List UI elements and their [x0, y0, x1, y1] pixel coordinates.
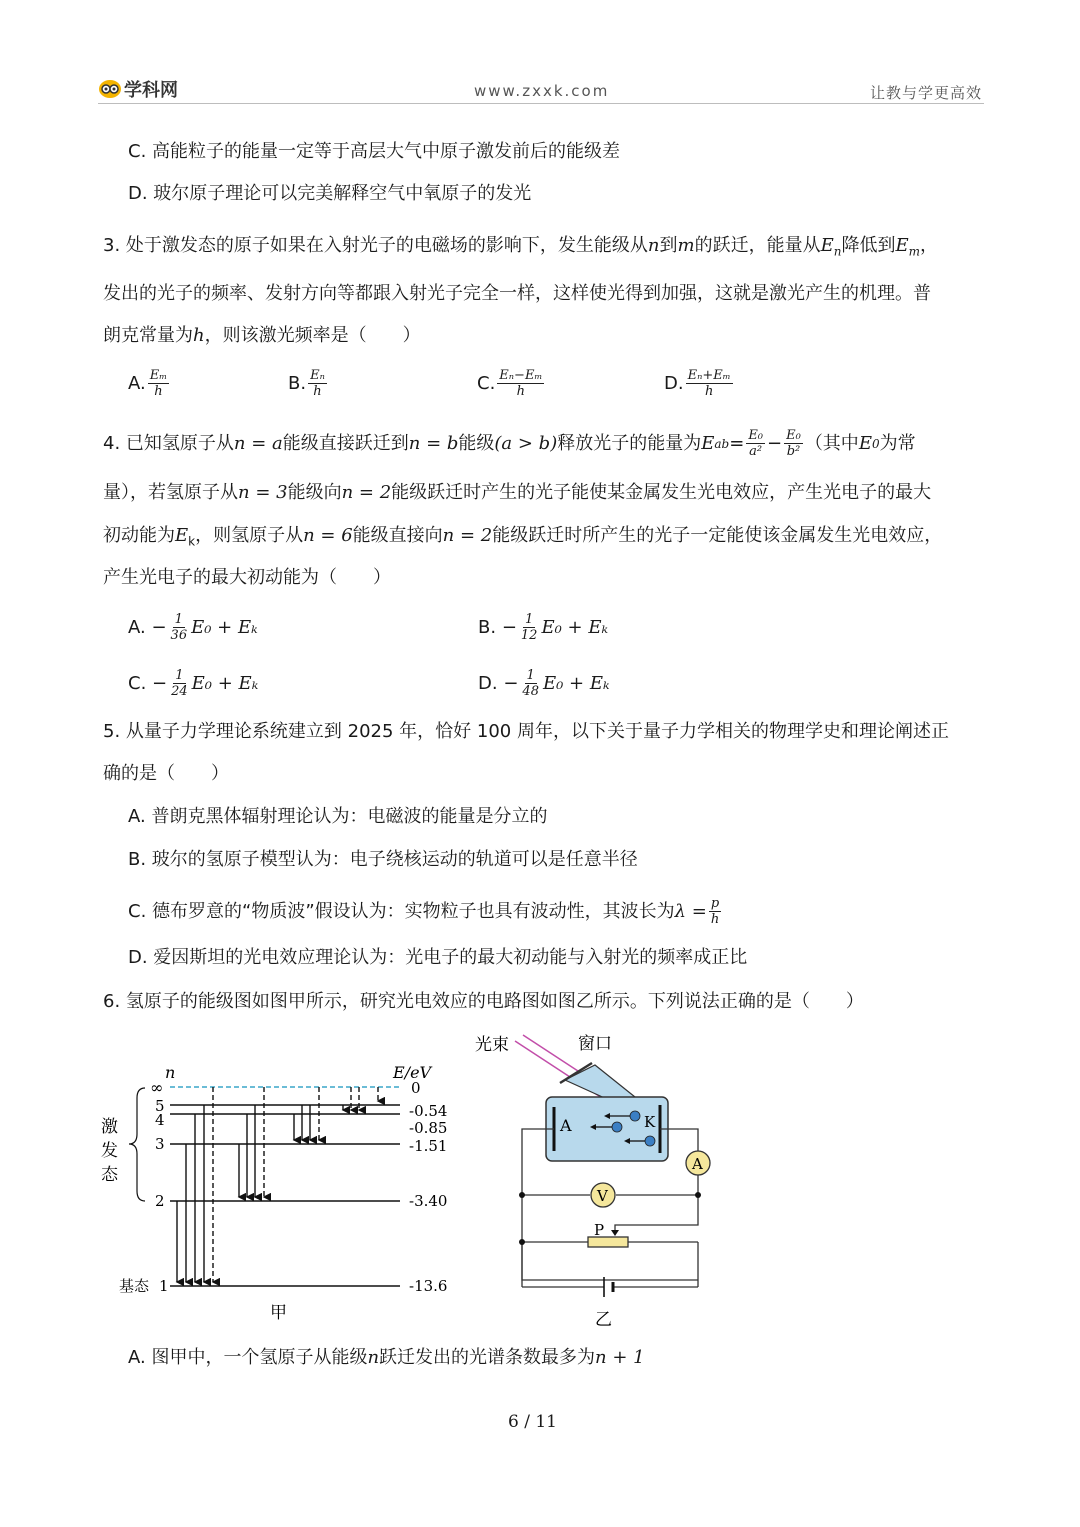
q3-option-d: D. $\frac{\text{Eₙ+Eₘ}}{h}$: [664, 368, 731, 399]
logo-owl-icon: [98, 79, 122, 99]
q5-line2: 确的是（ ）: [103, 763, 229, 784]
beam-label: 光束: [475, 1035, 509, 1055]
excited-char-2: 发: [101, 1141, 118, 1161]
level-1-n: 1: [159, 1277, 169, 1295]
q4-option-c: C. − $\frac{1}{24}$ E₀ + Eₖ: [128, 668, 259, 699]
window-label: 窗口: [578, 1034, 612, 1054]
caption-yi: 乙: [595, 1310, 612, 1330]
level-4-e: -0.85: [409, 1119, 448, 1137]
q5-option-d: D. 爱因斯坦的光电效应理论认为：光电子的最大初动能与入射光的频率成正比: [128, 947, 748, 968]
level-3-n: 3: [155, 1135, 165, 1153]
level-inf-e: 0: [411, 1079, 421, 1097]
ammeter-label: A: [692, 1155, 703, 1173]
excited-brace: [129, 1088, 145, 1201]
q2-option-d: D. 玻尔原子理论可以完美解释空气中氧原子的发光: [128, 183, 532, 204]
q3-line3: 朗克常量为h，则该激光频率是（ ）: [103, 325, 421, 346]
cathode-label: K: [644, 1113, 656, 1131]
n-axis-label: n: [165, 1063, 176, 1082]
q5-option-a: A. 普朗克黑体辐射理论认为：电磁波的能量是分立的: [128, 806, 548, 827]
q4-option-b: B. − $\frac{1}{12}$ E₀ + Eₖ: [478, 612, 609, 643]
q4-option-d: D. − $\frac{1}{48}$ E₀ + Eₖ: [478, 668, 610, 699]
excited-char-1: 激: [101, 1117, 118, 1137]
header-divider: [98, 103, 984, 104]
q4-option-a: A. − $\frac{1}{36}$ E₀ + Eₖ: [128, 612, 258, 643]
q5-option-b: B. 玻尔的氢原子模型认为：电子绕核运动的轨道可以是任意半径: [128, 849, 638, 870]
figure-yi-circuit: [470, 1025, 740, 1335]
rheostat-label: P: [594, 1221, 605, 1239]
q3-option-b: B. $\frac{\text{Eₙ}}{h}$: [288, 368, 325, 399]
q3-line1: 3. 处于激发态的原子如果在入射光子的电磁场的影响下，发生能级从n到m的跃迁，能量从$E_n$降低到$E_m$，: [103, 235, 938, 259]
anode-label: A: [560, 1116, 572, 1135]
page-number: 6 / 11: [508, 1412, 557, 1432]
excited-char-3: 态: [101, 1165, 118, 1185]
level-inf-n: ∞: [150, 1078, 164, 1097]
level-5-e: -0.54: [409, 1102, 448, 1120]
q3-option-a: A. $\frac{\text{Eₘ}}{h}$: [128, 368, 168, 399]
figure-jia-energy-levels: [95, 1060, 475, 1330]
level-5-n: 5: [155, 1097, 165, 1115]
voltmeter-label: V: [597, 1187, 608, 1205]
header-url: www.zxxk.com: [474, 82, 610, 100]
q4-line2: 量），若氢原子从n = 3能级向n = 2能级跃迁时产生的光子能使某金属发生光电效应，产生光电子的最大: [103, 482, 932, 503]
q5-line1: 5. 从量子力学理论系统建立到 2025 年，恰好 100 周年，以下关于量子力学相关的物理学史和理论阐述正: [103, 721, 949, 742]
q3-line2: 发出的光子的频率、发射方向等都跟入射光子完全一样，这样使光得到加强，这就是激光产生的机理。普: [103, 283, 931, 304]
header-slogan: 让教与学更高效: [870, 84, 983, 102]
q4-line3: 初动能为$E_k$，则氢原子从n = 6能级直接向n = 2能级跃迁时所产生的光子一定能使该金属发生光电效应，: [103, 525, 943, 549]
e-axis-label: E/eV: [393, 1063, 432, 1082]
level-4-n: 4: [155, 1111, 165, 1129]
q6-line1: 6. 氢原子的能级图如图甲所示，研究光电效应的电路图如图乙所示。下列说法正确的是（ ）: [103, 991, 864, 1012]
logo: [98, 76, 178, 102]
q6-option-a: A. 图甲中，一个氢原子从能级n跃迁发出的光谱条数最多为n + 1: [128, 1347, 645, 1368]
q4-line1: 4. 已知氢原子从 n = a 能级直接跃迁到 n = b 能级 (a > b) 释放光子的能量为 E ab = $\frac{\text{E₀}}{\text{a²}}$ − $\frac{\text{E₀}}{\text{b²}}$ （其中 E 0 为常: [103, 428, 916, 459]
q4-line4: 产生光电子的最大初动能为（ ）: [103, 567, 391, 588]
caption-jia: 甲: [270, 1303, 287, 1323]
level-1-e: -13.6: [409, 1277, 448, 1295]
q2-option-c: C. 高能粒子的能量一定等于高层大气中原子激发前后的能级差: [128, 141, 621, 162]
ground-label: 基态: [119, 1277, 150, 1295]
level-2-n: 2: [155, 1192, 165, 1210]
level-2-e: -3.40: [409, 1192, 448, 1210]
logo-text: 学科网: [124, 80, 178, 101]
q3-option-c: C. $\frac{\text{Eₙ−Eₘ}}{h}$: [477, 368, 543, 399]
level-3-e: -1.51: [409, 1137, 448, 1155]
q5-option-c: C. 德布罗意的“物质波”假设认为：实物粒子也具有波动性，其波长为 λ = $\frac{p}{h}$: [128, 896, 720, 927]
